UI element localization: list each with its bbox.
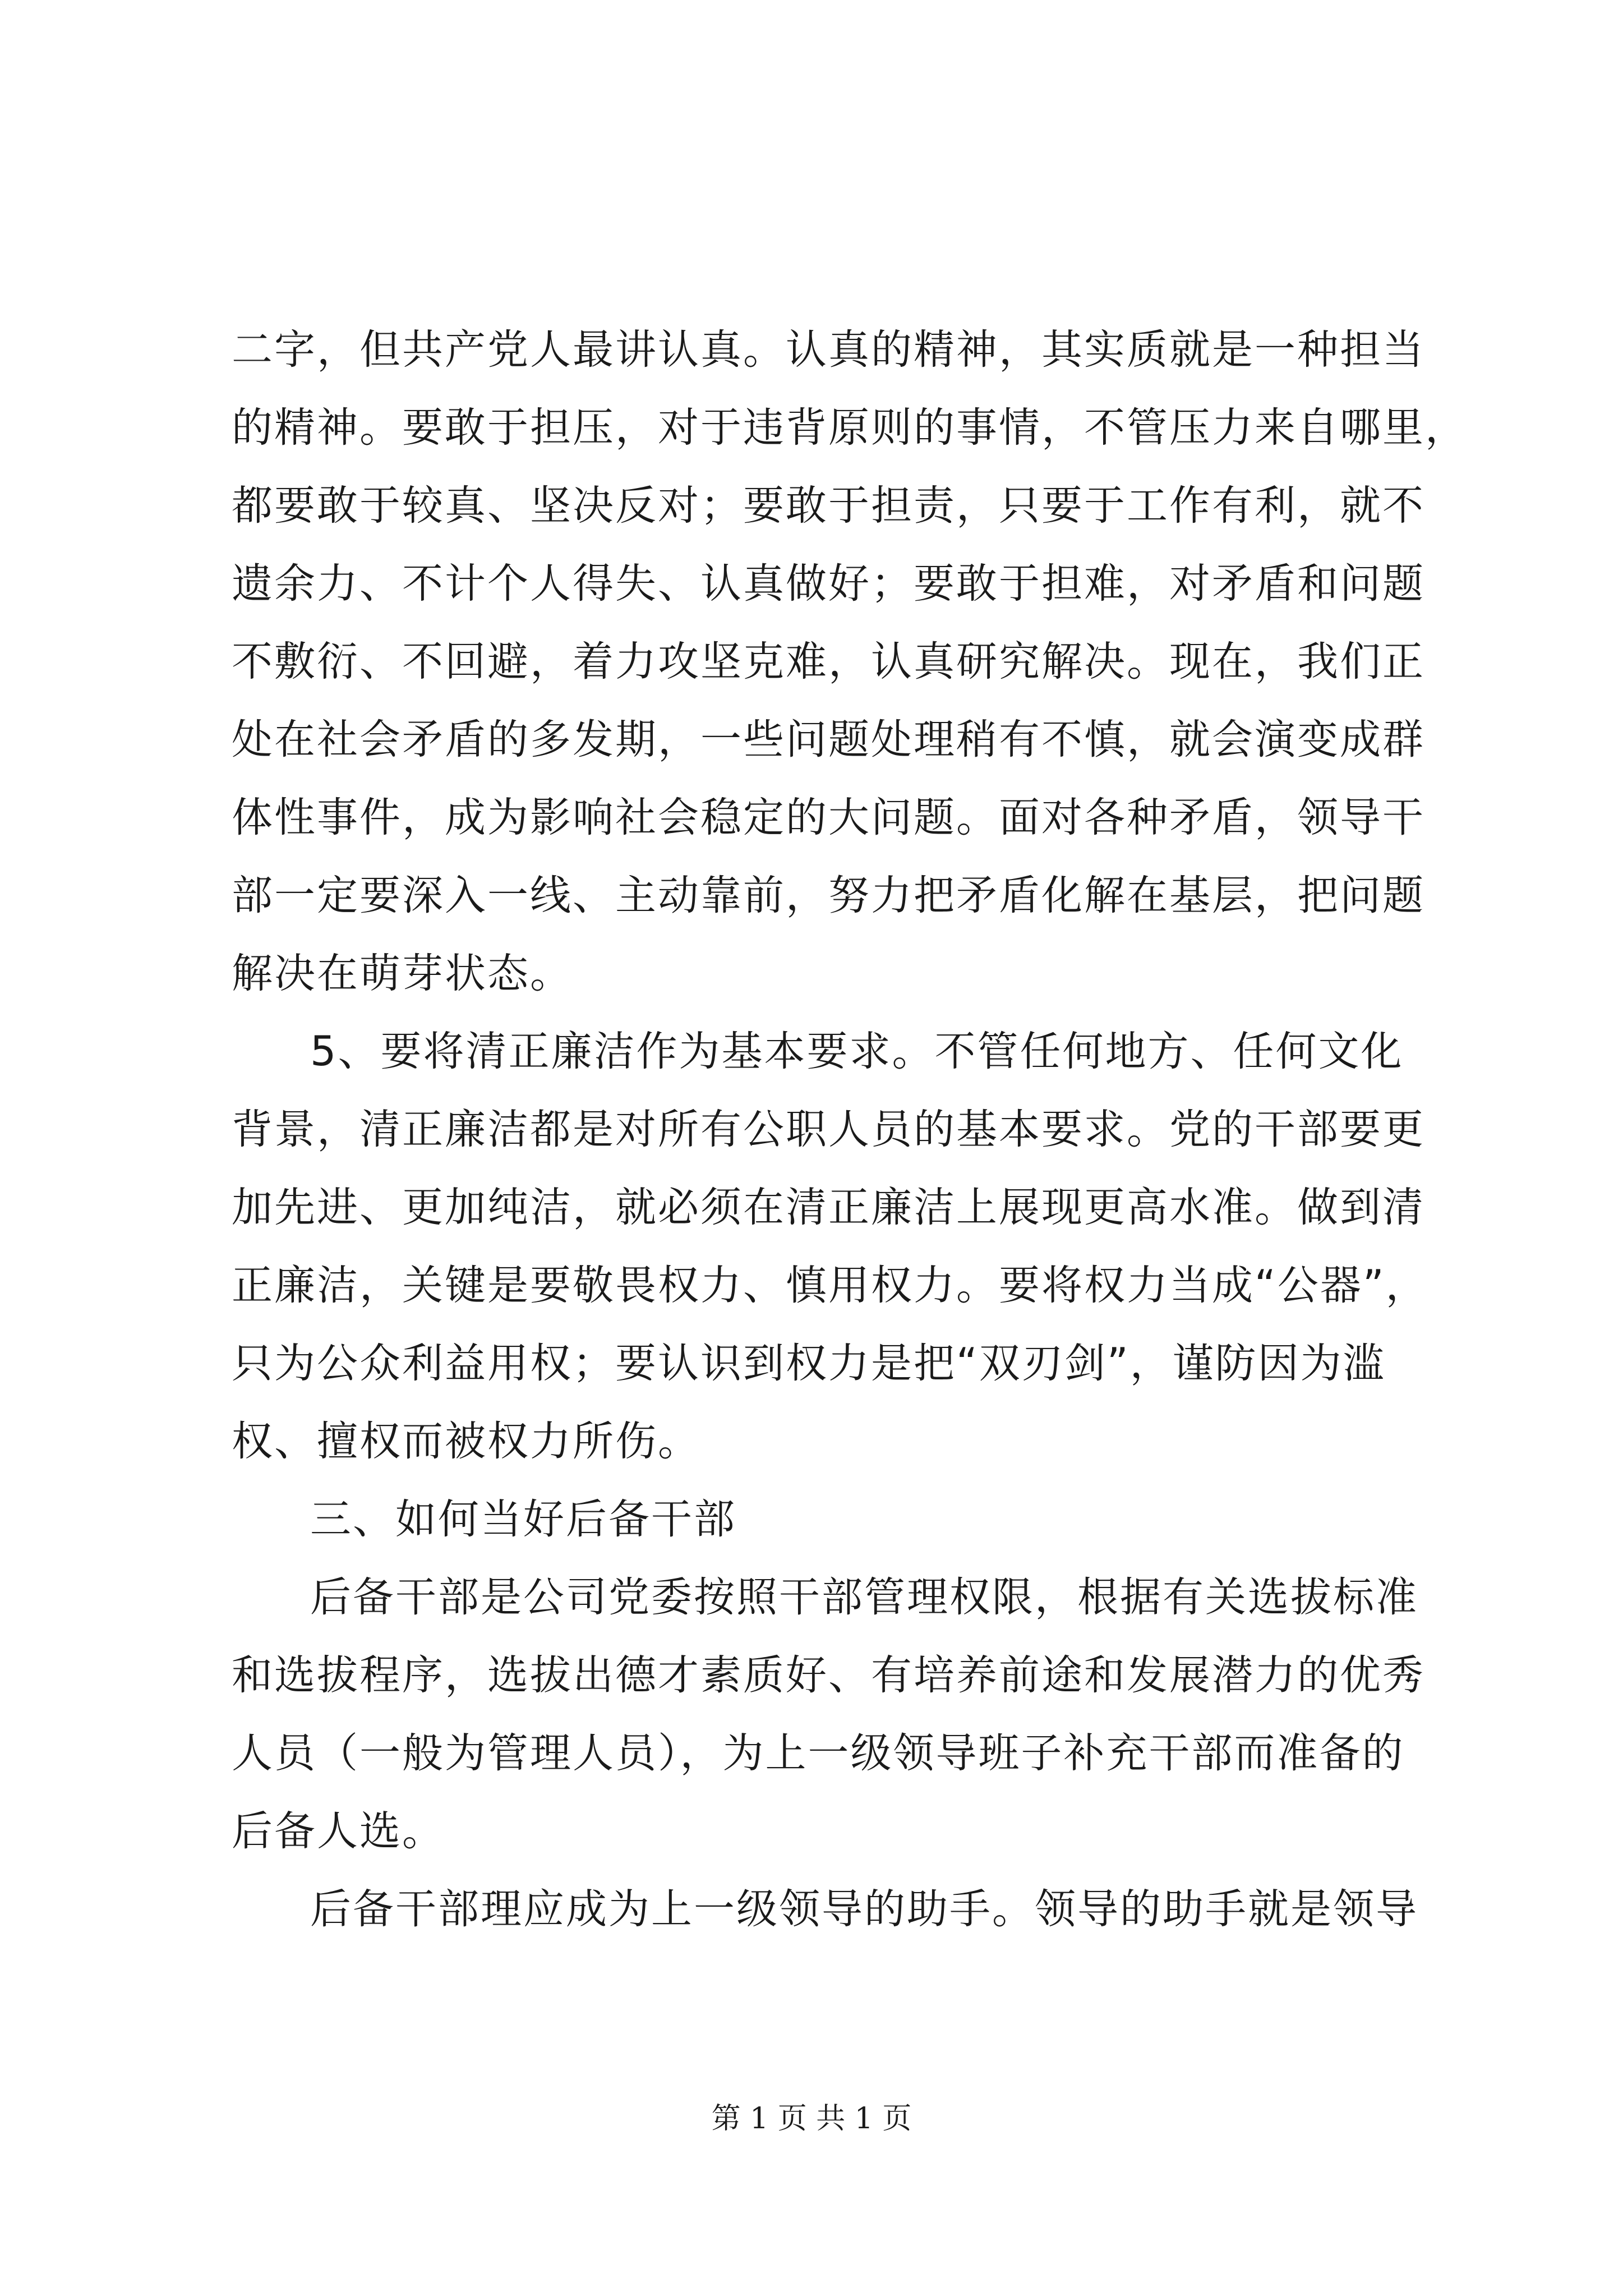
text-line: 后备干部是公司党委按照干部管理权限，根据有关选拔标准: [310, 1573, 1418, 1621]
text-line: 都要敢于较真、坚决反对；要敢于担责，只要于工作有利，就不: [232, 482, 1425, 530]
text-line: 正廉洁，关键是要敬畏权力、慎用权力。要将权力当成“公器”，: [232, 1262, 1428, 1309]
text-line: 加先进、更加纯洁，就必须在清正廉洁上展现更高水准。做到清: [232, 1184, 1425, 1231]
page-number-footer: 第 1 页 共 1 页: [711, 2102, 912, 2136]
text-line: 解决在萌芽状态。: [232, 950, 573, 997]
text-line: 二字，但共产党人最讲认真。认真的精神，其实质就是一种担当: [232, 326, 1425, 374]
text-line: 背景，清正廉洁都是对所有公职人员的基本要求。党的干部要更: [232, 1106, 1425, 1153]
text-line: 不敷衍、不回避，着力攻坚克难，认真研究解决。现在，我们正: [232, 638, 1425, 685]
text-line: 和选拔程序，选拔出德才素质好、有培养前途和发展潜力的优秀: [232, 1651, 1425, 1699]
text-line: 人员（一般为管理人员），为上一级领导班子补充干部而准备的: [232, 1729, 1405, 1777]
text-line: 只为公众利益用权；要认识到权力是把“双刃剑”，谨防因为滥: [232, 1340, 1386, 1387]
text-line: 后备人选。: [232, 1807, 445, 1855]
text-line: 部一定要深入一线、主动靠前，努力把矛盾化解在基层，把问题: [232, 872, 1425, 919]
text-line: 处在社会矛盾的多发期，一些问题处理稍有不慎，就会演变成群: [232, 716, 1425, 763]
text-line: 的精神。要敢于担压，对于违背原则的事情，不管压力来自哪里，: [232, 404, 1468, 452]
text-line: 5、要将清正廉洁作为基本要求。不管任何地方、任何文化: [310, 1028, 1404, 1075]
text-line: 遗余力、不计个人得失、认真做好；要敢于担难，对矛盾和问题: [232, 560, 1425, 608]
text-line: 体性事件，成为影响社会稳定的大问题。面对各种矛盾，领导干: [232, 794, 1425, 841]
section-heading: 三、如何当好后备干部: [310, 1496, 736, 1543]
text-line: 权、擅权而被权力所伤。: [232, 1418, 700, 1465]
text-line: 后备干部理应成为上一级领导的助手。领导的助手就是领导: [310, 1885, 1418, 1933]
